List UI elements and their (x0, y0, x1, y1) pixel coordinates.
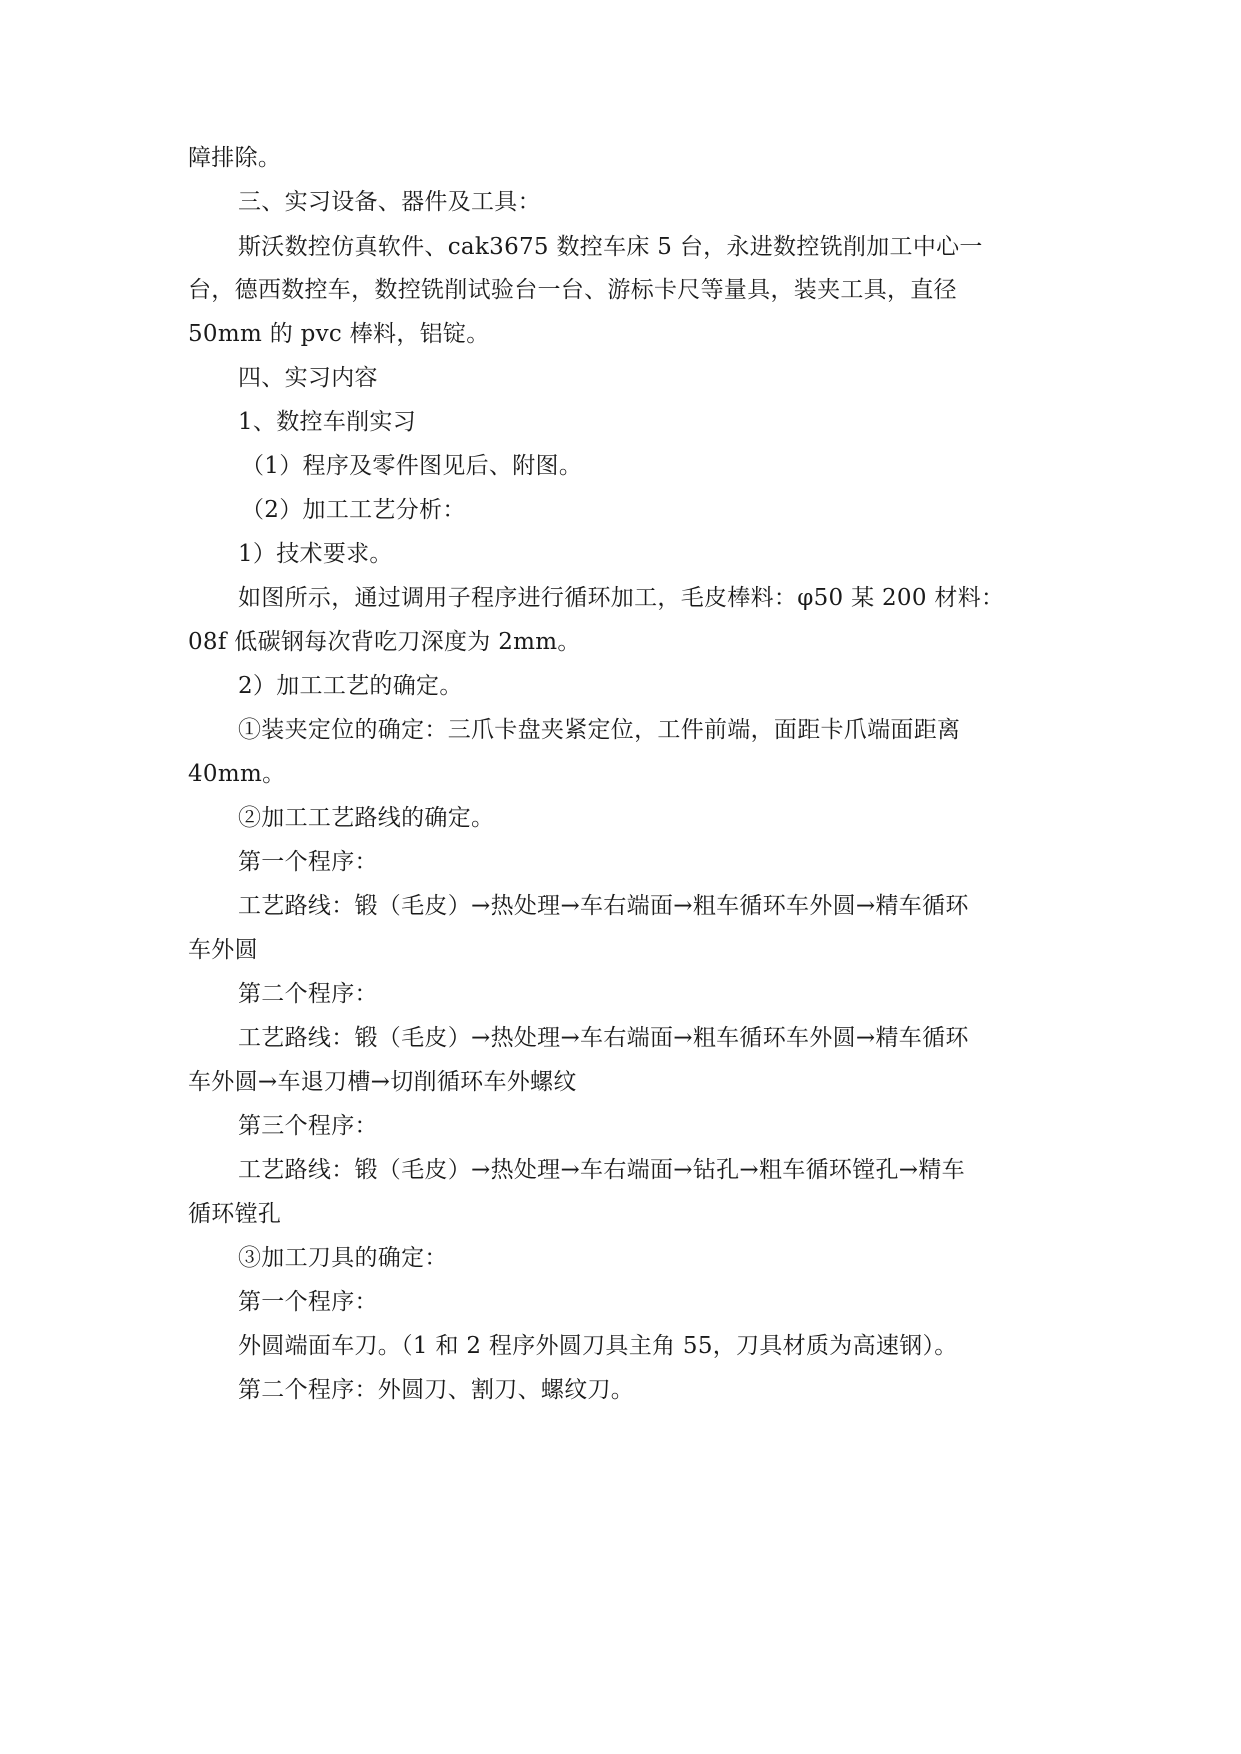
section-heading: 三、实习设备、器件及工具： (238, 189, 541, 215)
text-line: 循环镗孔 (188, 1201, 282, 1227)
text-line: 08f 低碳钢每次背吃刀深度为 2mm。 (188, 629, 581, 655)
text-line: ③加工刀具的确定： (238, 1245, 448, 1271)
text-line: 40mm。 (188, 761, 286, 787)
text-line: 2）加工工艺的确定。 (238, 673, 463, 699)
subsection-heading: 1、数控车削实习 (238, 409, 417, 435)
text-line: 工艺路线：锻（毛皮）→热处理→车右端面→粗车循环车外圆→精车循环 (238, 893, 969, 919)
text-line: 车外圆 (188, 937, 258, 963)
section-heading: 四、实习内容 (238, 365, 378, 391)
text-line: 障排除。 (188, 145, 282, 171)
text-line: 50mm 的 pvc 棒料，铝锭。 (188, 321, 490, 347)
text-line: 车外圆→车退刀槽→切削循环车外螺纹 (188, 1069, 577, 1095)
text-line: 第一个程序： (238, 1289, 378, 1315)
text-line: （1）程序及零件图见后、附图。 (241, 453, 583, 479)
text-line: （2）加工工艺分析： (241, 497, 466, 523)
text-line: 斯沃数控仿真软件、cak3675 数控车床 5 台，永进数控铣削加工中心一 (238, 234, 983, 260)
text-line: 第二个程序：外圆刀、割刀、螺纹刀。 (238, 1377, 635, 1403)
text-line: 工艺路线：锻（毛皮）→热处理→车右端面→钻孔→粗车循环镗孔→精车 (238, 1157, 965, 1183)
text-line: 如图所示，通过调用子程序进行循环加工，毛皮棒料：φ50 某 200 材料： (238, 585, 1005, 611)
text-line: 第三个程序： (238, 1113, 378, 1139)
text-line: 外圆端面车刀。（1 和 2 程序外圆刀具主角 55，刀具材质为高速钢）。 (238, 1333, 958, 1359)
text-line: 第二个程序： (238, 981, 378, 1007)
text-line: ②加工工艺路线的确定。 (238, 805, 495, 831)
text-line: ①装夹定位的确定：三爪卡盘夹紧定位，工件前端，面距卡爪端面距离 (238, 717, 961, 743)
text-line: 第一个程序： (238, 849, 378, 875)
text-line: 台，德西数控车，数控铣削试验台一台、游标卡尺等量具，装夹工具，直径 (188, 277, 957, 303)
text-line: 工艺路线：锻（毛皮）→热处理→车右端面→粗车循环车外圆→精车循环 (238, 1025, 969, 1051)
text-line: 1）技术要求。 (238, 541, 393, 567)
